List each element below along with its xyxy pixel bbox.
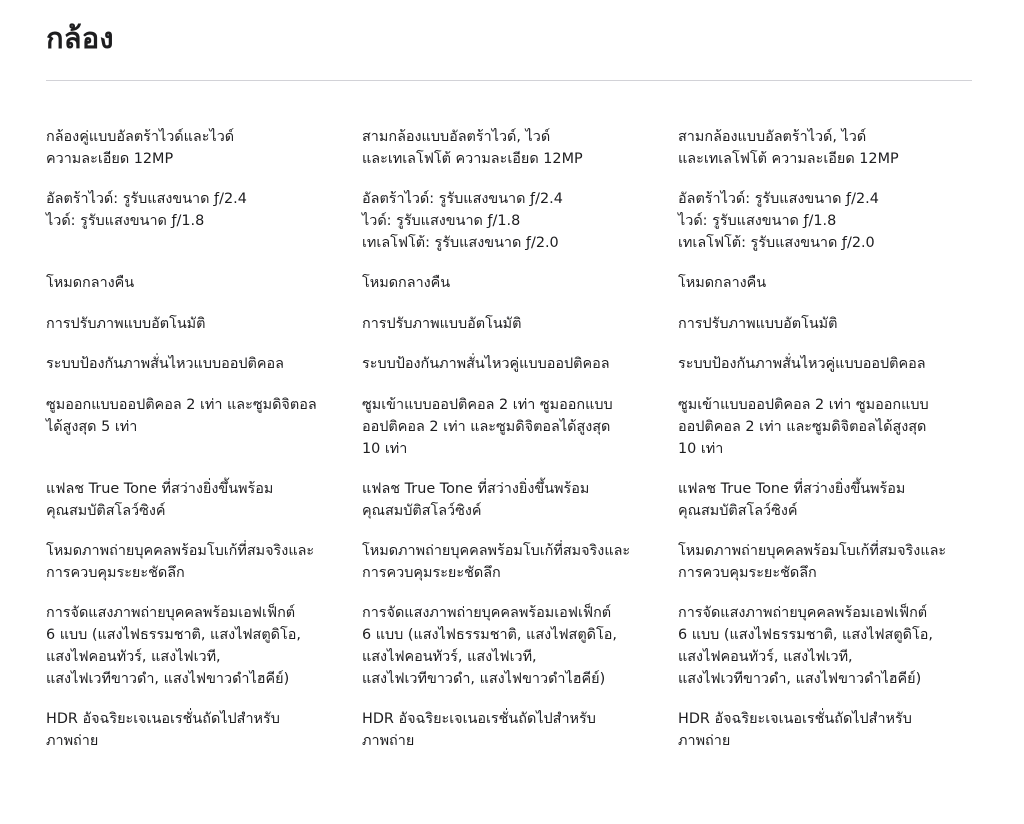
spec-zoom: ซูมเข้าแบบออปติคอล 2 เท่า ซูมออกแบบ ออปติคอล 2 เท่า และซูมดิจิตอลได้สูงสุด 10 เท่า <box>362 397 613 457</box>
spec-auto-adjust: การปรับภาพแบบอัตโนมัติ <box>46 316 206 332</box>
spec-stabilization: ระบบป้องกันภาพสั่นไหวคู่แบบออปติคอล <box>362 356 610 372</box>
spec-flash: แฟลช True Tone ที่สว่างยิ่งขึ้นพร้อม คุณสมบัติสโลว์ซิงค์ <box>678 481 906 519</box>
spec-night-mode: โหมดกลางคืน <box>362 275 451 291</box>
spec-zoom: ซูมออกแบบออปติคอล 2 เท่า และซูมดิจิตอล ได้สูงสุด 5 เท่า <box>46 397 317 435</box>
spec-stabilization: ระบบป้องกันภาพสั่นไหวคู่แบบออปติคอล <box>678 356 926 372</box>
spec-auto-adjust: การปรับภาพแบบอัตโนมัติ <box>678 316 838 332</box>
spec-auto-adjust: การปรับภาพแบบอัตโนมัติ <box>362 316 522 332</box>
spec-flash: แฟลช True Tone ที่สว่างยิ่งขึ้นพร้อม คุณสมบัติสโลว์ซิงค์ <box>46 481 274 519</box>
spec-stabilization: ระบบป้องกันภาพสั่นไหวแบบออปติคอล <box>46 356 284 372</box>
spec-night-mode: โหมดกลางคืน <box>678 275 767 291</box>
spec-aperture: อัลตร้าไวด์: รูรับแสงขนาด ƒ/2.4 ไวด์: รูรับแสงขนาด ƒ/1.8 เทเลโฟโต้: รูรับแสงขนาด ƒ/2.0 <box>362 191 563 251</box>
spec-portrait-mode: โหมดภาพถ่ายบุคคลพร้อมโบเก้ที่สมจริงและ การควบคุมระยะชัดลึก <box>678 543 947 581</box>
spec-flash: แฟลช True Tone ที่สว่างยิ่งขึ้นพร้อม คุณสมบัติสโลว์ซิงค์ <box>362 481 590 519</box>
spec-night-mode: โหมดกลางคืน <box>46 275 135 291</box>
spec-aperture: อัลตร้าไวด์: รูรับแสงขนาด ƒ/2.4 ไวด์: รูรับแสงขนาด ƒ/1.8 เทเลโฟโต้: รูรับแสงขนาด ƒ/2.0 <box>678 191 879 251</box>
spec-camera-system: กล้องคู่แบบอัลตร้าไวด์และไวด์ ความละเอียด 12MP <box>46 129 235 167</box>
spec-camera-system: สามกล้องแบบอัลตร้าไวด์, ไวด์ และเทเลโฟโต้ ความละเอียด 12MP <box>678 129 899 167</box>
spec-smart-hdr: HDR อัจฉริยะเจเนอเรชั่นถัดไปสำหรับ ภาพถ่าย <box>46 711 280 749</box>
spec-portrait-mode: โหมดภาพถ่ายบุคคลพร้อมโบเก้ที่สมจริงและ การควบคุมระยะชัดลึก <box>362 543 631 581</box>
spec-portrait-lighting: การจัดแสงภาพถ่ายบุคคลพร้อมเอฟเฟ็กต์ 6 แบบ (แสงไฟธรรมชาติ, แสงไฟสตูดิโอ, แสงไฟคอนทัวร์, แสงไฟเวที, แสงไฟเวทีขาวดำ, แสงไฟขาวดำไฮคีย์) <box>362 605 617 687</box>
section-title: กล้อง <box>46 21 114 55</box>
spec-columns <box>46 126 972 766</box>
spec-aperture: อัลตร้าไวด์: รูรับแสงขนาด ƒ/2.4 ไวด์: รูรับแสงขนาด ƒ/1.8 <box>46 191 247 229</box>
spec-smart-hdr: HDR อัจฉริยะเจเนอเรชั่นถัดไปสำหรับ ภาพถ่าย <box>362 711 596 749</box>
spec-portrait-lighting: การจัดแสงภาพถ่ายบุคคลพร้อมเอฟเฟ็กต์ 6 แบบ (แสงไฟธรรมชาติ, แสงไฟสตูดิโอ, แสงไฟคอนทัวร์, แสงไฟเวที, แสงไฟเวทีขาวดำ, แสงไฟขาวดำไฮคีย์) <box>46 605 301 687</box>
spec-smart-hdr: HDR อัจฉริยะเจเนอเรชั่นถัดไปสำหรับ ภาพถ่าย <box>678 711 912 749</box>
spec-zoom: ซูมเข้าแบบออปติคอล 2 เท่า ซูมออกแบบ ออปติคอล 2 เท่า และซูมดิจิตอลได้สูงสุด 10 เท่า <box>678 397 929 457</box>
spec-portrait-lighting: การจัดแสงภาพถ่ายบุคคลพร้อมเอฟเฟ็กต์ 6 แบบ (แสงไฟธรรมชาติ, แสงไฟสตูดิโอ, แสงไฟคอนทัวร์, แสงไฟเวที, แสงไฟเวทีขาวดำ, แสงไฟขาวดำไฮคีย์) <box>678 605 933 687</box>
section-divider <box>46 80 972 81</box>
spec-portrait-mode: โหมดภาพถ่ายบุคคลพร้อมโบเก้ที่สมจริงและ การควบคุมระยะชัดลึก <box>46 543 315 581</box>
spec-camera-system: สามกล้องแบบอัลตร้าไวด์, ไวด์ และเทเลโฟโต้ ความละเอียด 12MP <box>362 129 583 167</box>
